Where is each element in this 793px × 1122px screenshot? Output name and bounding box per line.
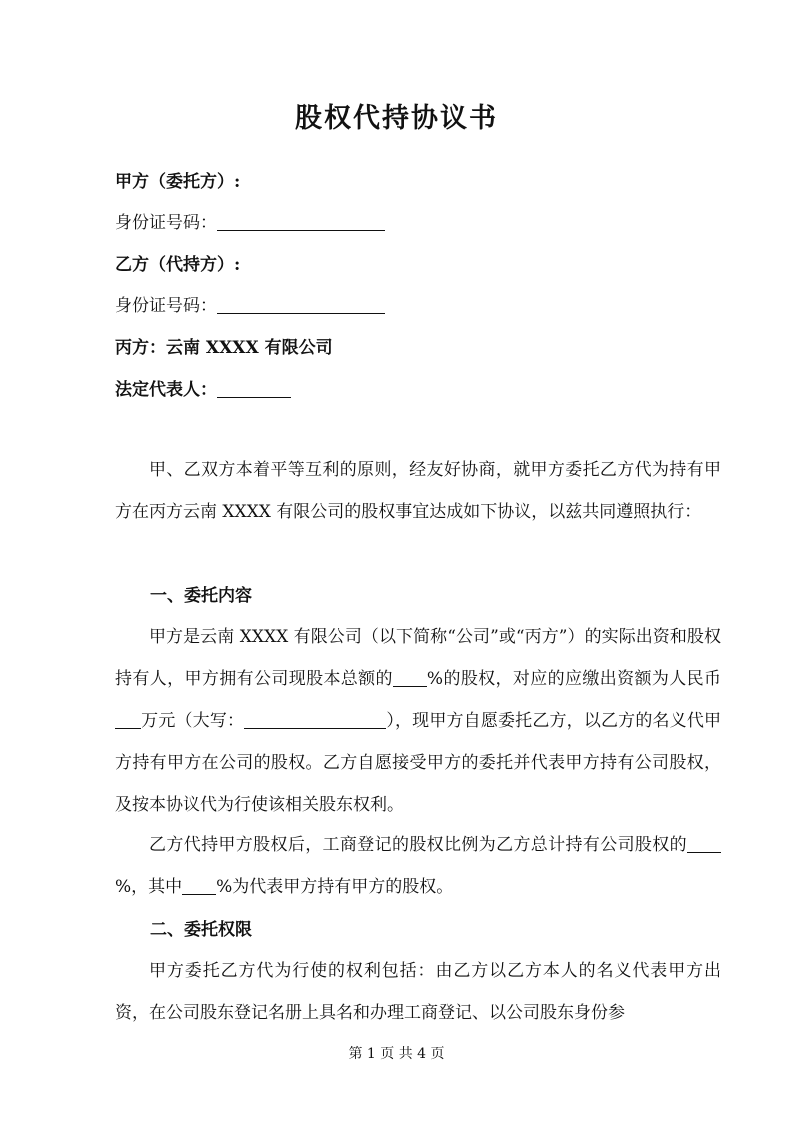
party-c-label: 丙方：云南 XXXX 有限公司	[115, 338, 333, 358]
capital-amount-blank[interactable]	[115, 710, 141, 729]
total-percent-blank[interactable]	[687, 834, 721, 853]
party-b-id-line	[115, 294, 385, 318]
legal-rep-line	[115, 378, 291, 402]
proxy-percent-blank[interactable]	[182, 876, 216, 895]
section1-p1-text-a: 甲方是云南 XXXX 有限公司（以下简称“公司”或“丙方”）的实际出资和股权持有人，甲方拥有公司现股本总额的	[115, 627, 721, 689]
section1-p1-text-d: ），现甲方自愿委托乙方，以乙方的名义代甲方持有甲方在公司的股权。乙方自愿接受甲方的委托并代表甲方持有公司股权，及按本协议代为行使该相关股东权利。	[115, 711, 722, 815]
section2-heading: 二、委托权限	[150, 920, 252, 940]
section1-p1-text-b: %的股权，对应的应缴出资额为人民币	[426, 669, 721, 689]
party-a-label: 甲方（委托方）:	[115, 172, 241, 192]
party-b-label: 乙方（代持方）:	[115, 255, 241, 275]
legal-rep-blank[interactable]	[217, 379, 291, 398]
section1-heading: 一、委托内容	[150, 586, 252, 606]
party-a-id-line	[115, 211, 385, 235]
legal-rep-label: 法定代表人：	[115, 380, 217, 400]
section1-paragraph-2	[115, 824, 721, 908]
page-footer: 第 1 页 共 4 页	[348, 1046, 445, 1062]
section1-p2-text-c: %为代表甲方持有甲方的股权。	[216, 877, 454, 897]
party-b-id-label: 身份证号码：	[115, 296, 217, 316]
party-a-id-blank[interactable]	[217, 212, 385, 231]
section1-p1-text-c: 万元（大写：	[141, 711, 245, 731]
section2-paragraph-1: 甲方委托乙方代为行使的权利包括：由乙方以乙方本人的名义代表甲方出资，在公司股东登记名册上具名和办理工商登记、以公司股东身份参	[115, 961, 721, 1023]
document-title: 股权代持协议书	[295, 103, 498, 134]
capital-amount-words-blank[interactable]	[244, 710, 386, 729]
party-a-id-label: 身份证号码：	[115, 213, 217, 233]
intro-paragraph: 甲、乙双方本着平等互利的原则，经友好协商，就甲方委托乙方代为持有甲方在丙方云南 XXXX 有限公司的股权事宜达成如下协议，以兹共同遵照执行：	[115, 460, 721, 522]
section1-p2-text-a: 乙方代持甲方股权后，工商登记的股权比例为乙方总计持有公司股权的	[149, 835, 687, 855]
equity-percent-blank[interactable]	[393, 668, 427, 687]
section1-paragraph-1	[115, 616, 721, 826]
party-b-id-blank[interactable]	[217, 295, 385, 314]
section1-p2-text-b: %，其中	[115, 877, 183, 897]
